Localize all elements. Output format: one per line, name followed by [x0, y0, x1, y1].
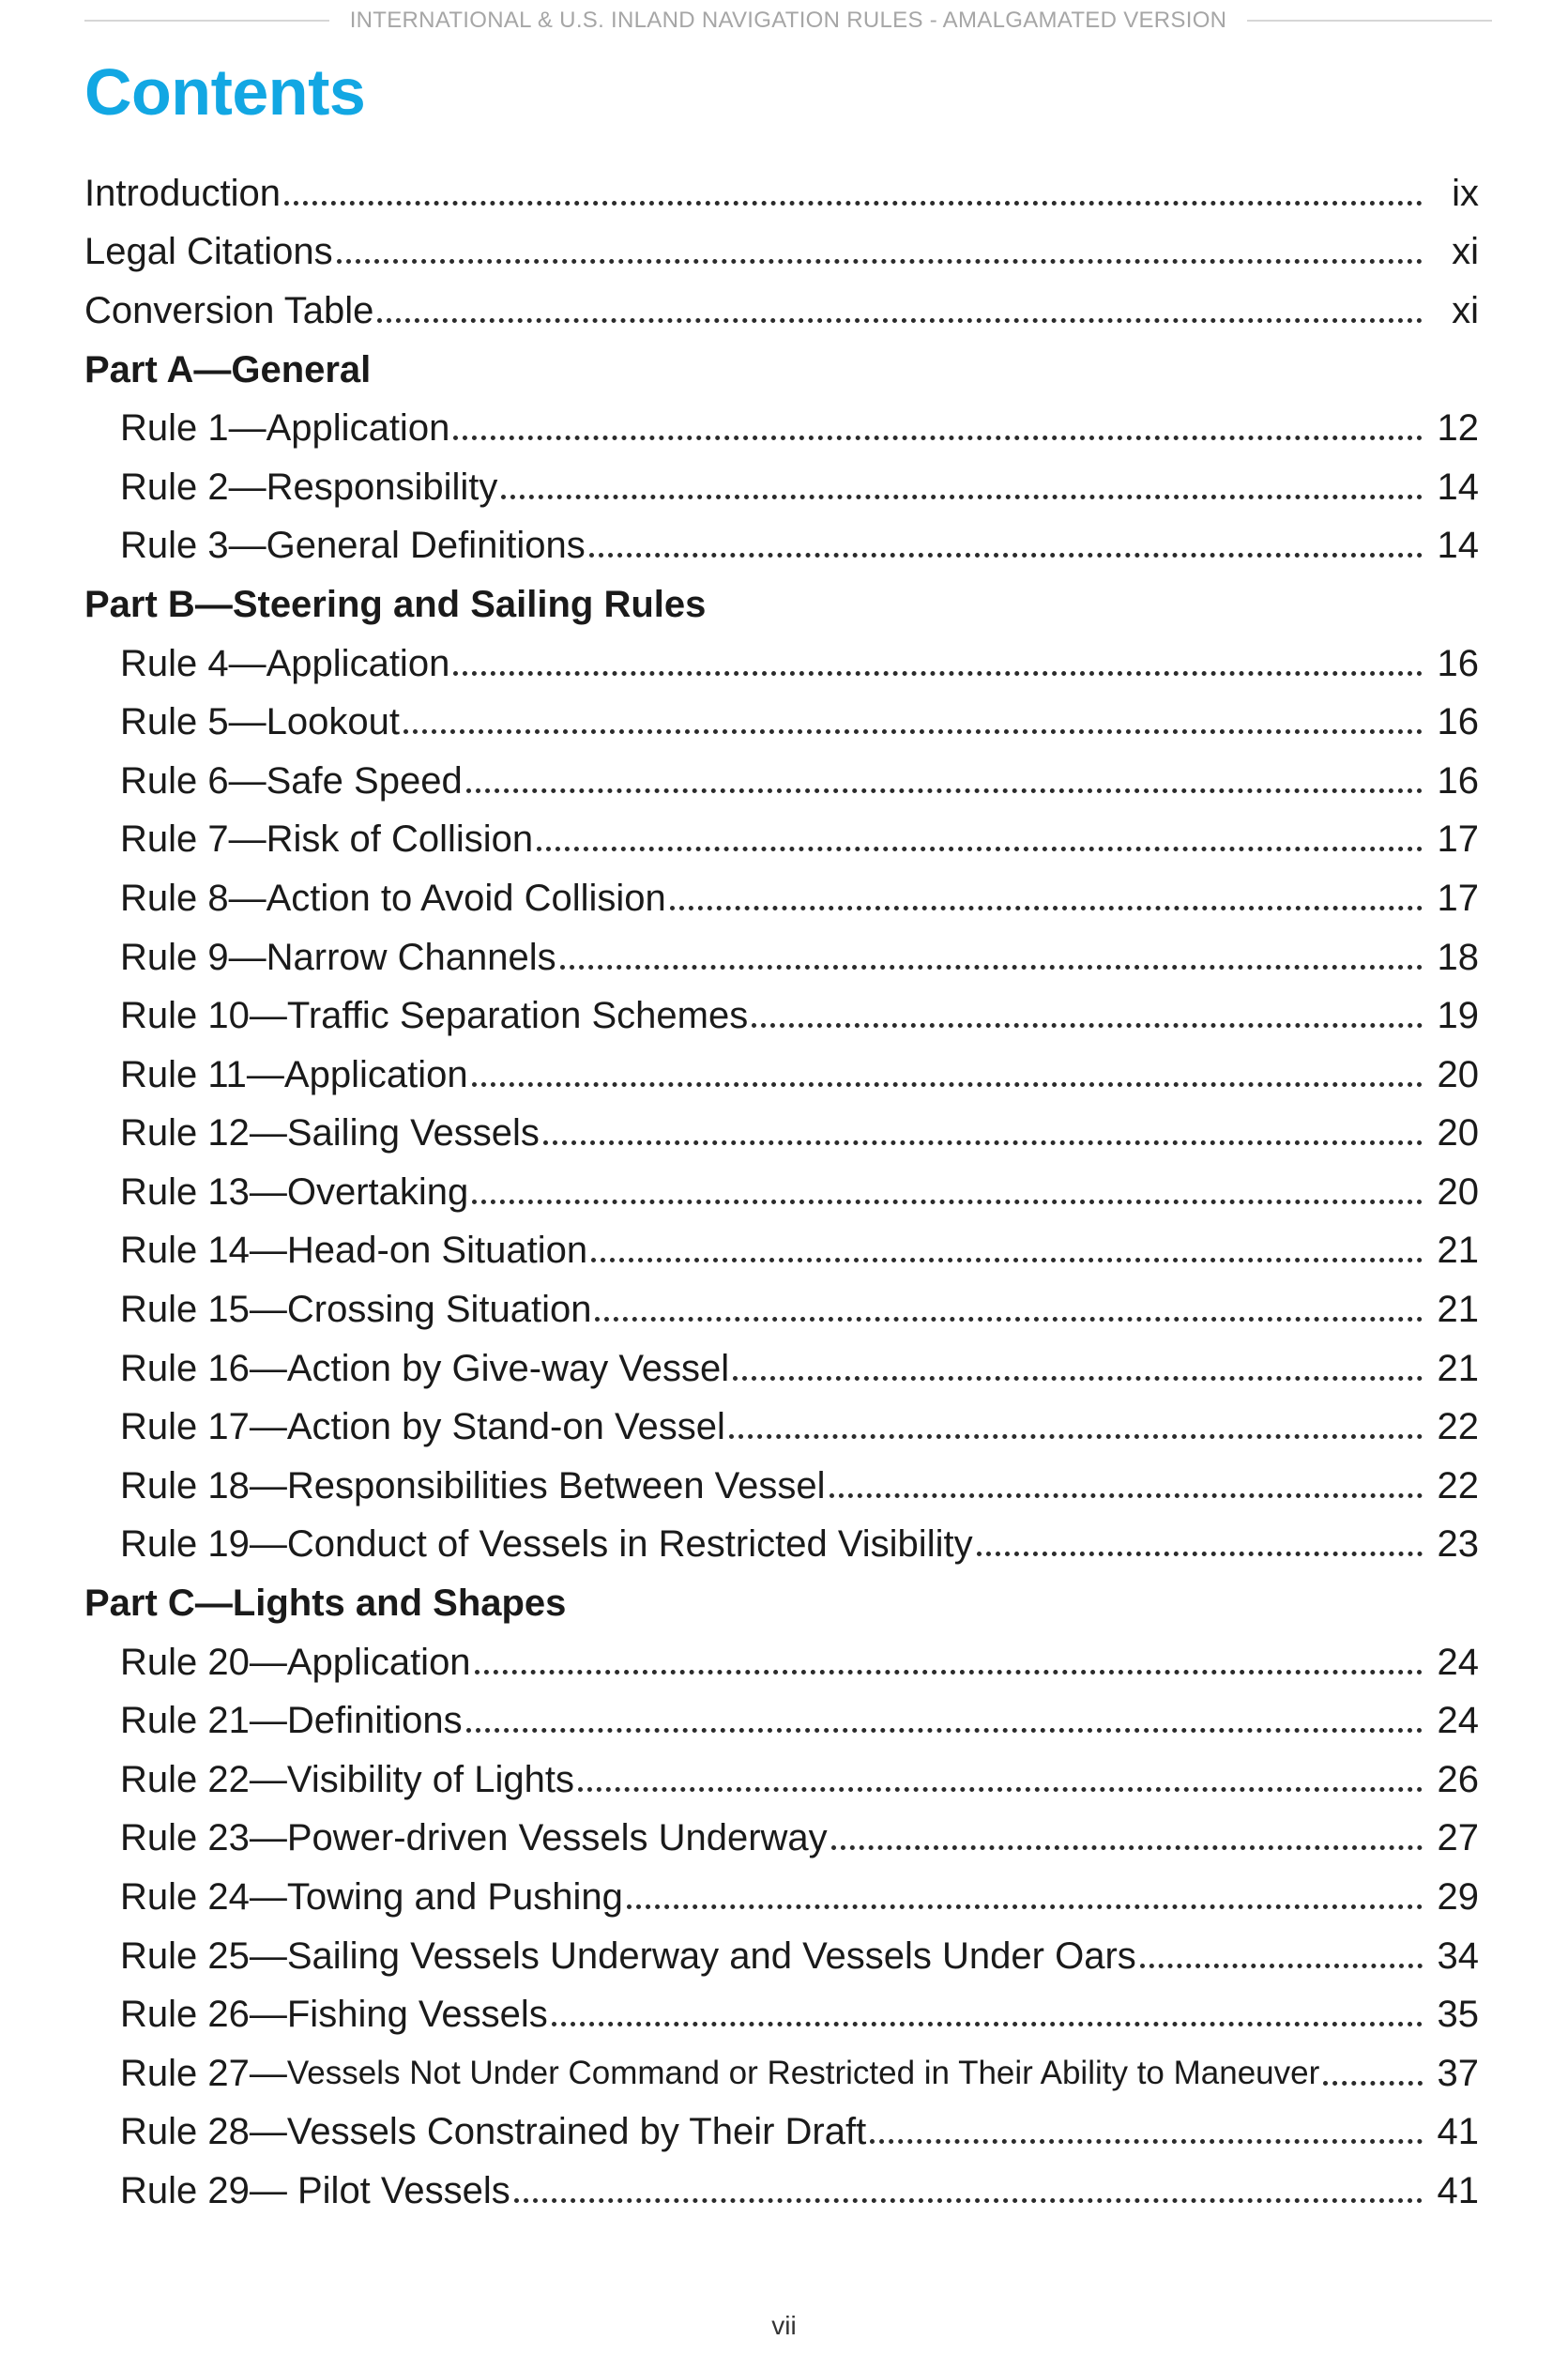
running-title: INTERNATIONAL & U.S. INLAND NAVIGATION RULES - AMALGAMATED VERSION: [349, 8, 1227, 33]
toc-page-number: 27: [1437, 1817, 1479, 1859]
page-number: vii: [771, 2311, 797, 2340]
toc-entry-label-continued: Vessels Not Under Command or Restricted in Their Ability to Maneuver: [286, 2055, 1320, 2092]
dot-leader: [403, 729, 1423, 734]
toc-page-number: 14: [1437, 466, 1479, 508]
toc-page-number: 41: [1437, 2169, 1479, 2211]
toc-page-number: 22: [1437, 1406, 1479, 1448]
toc-entry-label: Rule 15—Crossing Situation: [120, 1289, 592, 1331]
toc-entry-label: Rule 25—Sailing Vessels Underway and Vessels Under Oars: [120, 1934, 1136, 1977]
toc-page-number: 16: [1437, 642, 1479, 684]
toc-entry[interactable]: [84, 458, 1479, 517]
toc-part-heading: [84, 1574, 1479, 1633]
toc-page-number: 17: [1437, 818, 1479, 861]
toc-page-number: 17: [1437, 877, 1479, 919]
toc-entry[interactable]: [84, 1163, 1479, 1222]
dot-leader: [1323, 2081, 1423, 2086]
toc-entry[interactable]: [84, 1985, 1479, 2044]
toc-page-number: 18: [1437, 936, 1479, 978]
toc-entry-label: Rule 16—Action by Give-way Vessel: [120, 1347, 730, 1389]
toc-entry-label: Rule 26—Fishing Vessels: [120, 1994, 548, 2036]
toc-entry[interactable]: [84, 869, 1479, 928]
toc-page-number: 41: [1437, 2111, 1479, 2153]
toc-entry-label: Conversion Table: [84, 289, 374, 331]
toc-page-number: 20: [1437, 1170, 1479, 1213]
toc-page-number: xi: [1452, 231, 1479, 273]
toc-entry-label: Rule 2—Responsibility: [120, 466, 498, 508]
page-title: Contents: [84, 55, 366, 129]
toc-page-number: 34: [1437, 1934, 1479, 1977]
toc-page-number: 16: [1437, 759, 1479, 802]
toc-entry-label: Rule 18—Responsibilities Between Vessel: [120, 1464, 826, 1506]
toc-page-number: xi: [1452, 289, 1479, 331]
toc-entry[interactable]: [84, 1927, 1479, 1986]
running-header: [84, 4, 1492, 38]
dot-leader: [543, 1140, 1423, 1145]
toc-part-heading: [84, 341, 1479, 400]
toc-page-number: 14: [1437, 525, 1479, 567]
toc-entry[interactable]: [84, 1339, 1479, 1399]
toc-page-number: 26: [1437, 1758, 1479, 1800]
toc-page-number: 20: [1437, 1112, 1479, 1155]
toc-page-number: 21: [1437, 1347, 1479, 1389]
toc-page-number: ix: [1452, 172, 1479, 214]
toc-page-number: 21: [1437, 1230, 1479, 1272]
toc-entry-label: Rule 6—Safe Speed: [120, 759, 463, 802]
dot-leader: [733, 1376, 1423, 1381]
dot-leader: [466, 1728, 1423, 1733]
dot-leader: [453, 671, 1423, 676]
dot-leader: [501, 495, 1423, 499]
toc-entry-label: Rule 8—Action to Avoid Collision: [120, 877, 666, 919]
toc-entry-label: Rule 1—Application: [120, 407, 450, 450]
dot-leader: [472, 1200, 1423, 1204]
toc-entry-label: Rule 17—Action by Stand-on Vessel: [120, 1406, 725, 1448]
toc-entry[interactable]: [84, 1222, 1479, 1281]
dot-leader: [552, 2022, 1423, 2026]
dot-leader: [466, 788, 1423, 793]
dot-leader: [977, 1552, 1423, 1556]
dot-leader: [537, 847, 1423, 851]
toc-page-number: 23: [1437, 1523, 1479, 1566]
toc-entry-label: Rule 7—Risk of Collision: [120, 818, 534, 861]
dot-leader: [475, 1670, 1423, 1674]
toc-page-number: 37: [1437, 2052, 1479, 2094]
toc-page-number: 19: [1437, 995, 1479, 1037]
dot-leader: [729, 1434, 1423, 1439]
toc-entry[interactable]: [84, 399, 1479, 458]
toc-entry[interactable]: [84, 2162, 1479, 2221]
toc-entry-label: Rule 28—Vessels Constrained by Their Draft: [120, 2111, 867, 2153]
toc-part-heading: [84, 575, 1479, 635]
toc-entry[interactable]: [84, 1691, 1479, 1751]
toc-entry-label: Rule 5—Lookout: [120, 701, 400, 743]
dot-leader: [830, 1493, 1423, 1498]
toc-entry[interactable]: [84, 986, 1479, 1046]
dot-leader: [670, 906, 1423, 910]
toc-entry-label: Rule 20—Application: [120, 1641, 471, 1683]
dot-leader: [591, 1258, 1423, 1262]
toc-entry-label: Rule 10—Traffic Separation Schemes: [120, 995, 749, 1037]
toc-entry-label: Rule 14—Head-on Situation: [120, 1230, 588, 1272]
toc-entry-label: Rule 24—Towing and Pushing: [120, 1876, 623, 1919]
toc-entry-label: Part A—General: [84, 348, 372, 390]
dot-leader: [1140, 1964, 1423, 1968]
toc-page-number: 16: [1437, 701, 1479, 743]
dot-leader: [514, 2198, 1423, 2203]
toc-entry[interactable]: [84, 1046, 1479, 1105]
toc-entry[interactable]: [84, 693, 1479, 752]
toc-entry[interactable]: [84, 282, 1479, 341]
toc-page-number: 24: [1437, 1641, 1479, 1683]
toc-entry-label: Rule 13—Overtaking: [120, 1170, 469, 1213]
toc-entry[interactable]: [84, 928, 1479, 987]
toc-entry[interactable]: [84, 752, 1479, 811]
toc-entry-label: Rule 11—Application: [120, 1053, 468, 1095]
dot-leader: [453, 436, 1423, 440]
dot-leader: [589, 553, 1423, 558]
dot-leader: [337, 259, 1423, 264]
toc-page-number: 12: [1437, 407, 1479, 450]
toc-entry-label: Rule 12—Sailing Vessels: [120, 1112, 540, 1155]
toc-entry[interactable]: [84, 1457, 1479, 1516]
dot-leader: [870, 2139, 1423, 2144]
toc-entry-label: Rule 27—: [120, 2052, 287, 2094]
dot-leader: [831, 1845, 1423, 1850]
header-rule-right: [1247, 20, 1492, 22]
toc-entry[interactable]: [84, 811, 1479, 870]
dot-leader: [377, 318, 1423, 323]
toc-entry[interactable]: [84, 2044, 1479, 2103]
toc-entry-label: Rule 22—Visibility of Lights: [120, 1758, 574, 1800]
toc-entry[interactable]: [84, 2103, 1479, 2163]
toc-page-number: 21: [1437, 1289, 1479, 1331]
toc-entry[interactable]: [84, 1810, 1479, 1869]
dot-leader: [284, 201, 1423, 206]
toc-entry[interactable]: [84, 1516, 1479, 1575]
toc-page-number: 20: [1437, 1053, 1479, 1095]
toc-entry[interactable]: [84, 1868, 1479, 1927]
toc-entry-label: Rule 9—Narrow Channels: [120, 936, 556, 978]
toc-entry-label: Part B—Steering and Sailing Rules: [84, 583, 707, 625]
toc-page-number: 24: [1437, 1700, 1479, 1742]
toc-entry-label: Rule 23—Power-driven Vessels Underway: [120, 1817, 828, 1859]
toc-entry[interactable]: [84, 1105, 1479, 1164]
table-of-contents: [84, 164, 1479, 2221]
toc-entry[interactable]: [84, 1398, 1479, 1457]
toc-entry-label: Legal Citations: [84, 231, 333, 273]
dot-leader: [595, 1317, 1423, 1322]
dot-leader: [578, 1787, 1423, 1792]
dot-leader: [560, 965, 1423, 970]
toc-page-number: 35: [1437, 1994, 1479, 2036]
toc-entry[interactable]: [84, 223, 1479, 283]
toc-entry-label: Rule 19—Conduct of Vessels in Restricted Visibility: [120, 1523, 973, 1566]
toc-entry[interactable]: [84, 1280, 1479, 1339]
toc-entry[interactable]: [84, 1633, 1479, 1692]
toc-entry-label: Rule 29— Pilot Vessels: [120, 2169, 510, 2211]
header-rule-left: [84, 20, 329, 22]
toc-entry-label: Rule 4—Application: [120, 642, 450, 684]
toc-entry[interactable]: [84, 1751, 1479, 1810]
toc-entry-label: Rule 21—Definitions: [120, 1700, 463, 1742]
toc-entry[interactable]: [84, 517, 1479, 576]
dot-leader: [472, 1082, 1423, 1087]
toc-entry-label: Rule 3—General Definitions: [120, 525, 586, 567]
toc-page-number: 22: [1437, 1464, 1479, 1506]
toc-entry[interactable]: [84, 164, 1479, 223]
toc-page-number: 29: [1437, 1876, 1479, 1919]
toc-entry[interactable]: [84, 635, 1479, 694]
toc-entry-label: Part C—Lights and Shapes: [84, 1583, 567, 1625]
toc-entry-label: Introduction: [84, 172, 282, 214]
dot-leader: [627, 1904, 1423, 1909]
dot-leader: [752, 1023, 1423, 1028]
